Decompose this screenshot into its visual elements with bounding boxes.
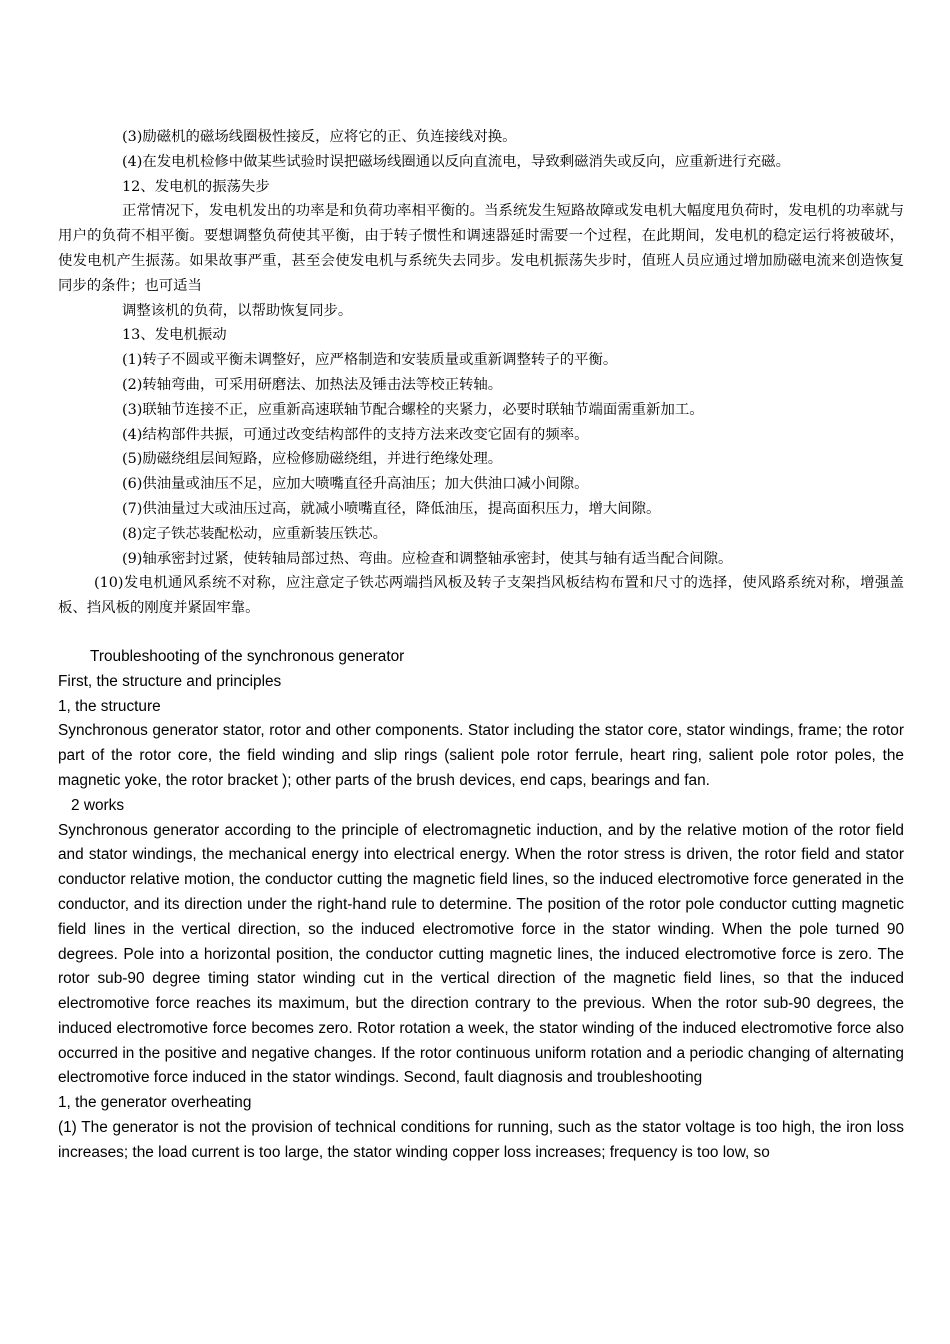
- en-subheading-works: 2 works: [71, 796, 125, 814]
- en-section-heading: First, the structure and principles: [58, 672, 282, 690]
- cn-list-item: (1)转子不圆或平衡未调整好，应严格制造和安装质量或重新调整转子的平衡。: [122, 352, 618, 369]
- document-page: [58, 125, 904, 1166]
- en-subheading-structure: 1, the structure: [58, 697, 161, 715]
- en-paragraph-overheating: (1) The generator is not the provision of technical conditions for running, such as the stator voltage is too high, the iron loss increases; the load current is too large, the stator winding copper loss increases; frequency is too low, so: [58, 1119, 904, 1161]
- en-subheading-overheating: 1, the generator overheating: [58, 1094, 252, 1112]
- cn-heading-12: 12、发电机的振荡失步: [122, 178, 270, 195]
- cn-paragraph-oscillation: 正常情况下，发电机发出的功率是和负荷功率相平衡的。当系统发生短路故障或发电机大幅度甩负荷时，发电机的功率就与用户的负荷不相平衡。要想调整负荷使其平衡，由于转子惯性和调速器延时需要一个过程，在此期间，发电机的稳定运行将被破坏，使发电机产生振荡。如果故事严重，甚至会使发电机与系统失去同步。发电机振荡失步时，值班人员应通过增加励磁电流来创造恢复同步的条件；也可适当: [58, 203, 904, 294]
- cn-list-item: (6)供油量或油压不足，应加大喷嘴直径升高油压；加大供油口减小间隙。: [122, 476, 589, 493]
- cn-list-item: (2)转轴弯曲，可采用研磨法、加热法及锤击法等校正转轴。: [122, 376, 503, 393]
- cn-list-item: (3)联轴节连接不正，应重新高速联轴节配合螺栓的夹紧力，必要时联轴节端面需重新加工。: [122, 401, 704, 418]
- en-paragraph-works: Synchronous generator according to the principle of electromagnetic induction, and by the relative motion of the rotor field and stator windings, the mechanical energy into electrical energy. When the rotor stress is driven, the rotor field and stator conductor relative motion, the conductor cutting the magnetic field lines, so the induced electromotive force generated in the conductor, and its direction under the right-hand rule to determine. The position of the rotor pole conductor cutting magnetic field lines in the vertical direction, so the induced electromotive force in the stator winding. When the pole turned 90 degrees. Pole into a horizontal position, the conductor cutting magnetic lines, the induced electromotive force is zero. The rotor sub-90 degree timing stator winding cut in the vertical direction of the magnetic field lines, so that the induced electromotive force reaches its maximum, but the direction contrary to the previous. When the rotor sub-90 degrees, the induced electromotive force becomes zero. Rotor rotation a week, the stator winding of the induced electromotive force also occurred in the positive and negative changes. If the rotor continuous uniform rotation and a periodic changing of alternating electromotive force induced in the stator windings. Second, fault diagnosis and troubleshooting: [58, 821, 904, 1087]
- en-paragraph-structure: Synchronous generator stator, rotor and other components. Stator including the stator core, stator windings, frame; the rotor part of the rotor core, the field winding and slip rings (salient pole rotor ferrule, heart ring, salient pole rotor poles, the magnetic yoke, the rotor bracket ); other parts of the brush devices, end caps, bearings and fan.: [58, 722, 904, 789]
- cn-list-item: (4)结构部件共振，可通过改变结构部件的支持方法来改变它固有的频率。: [122, 426, 589, 443]
- cn-heading-13: 13、发电机振动: [122, 327, 227, 344]
- cn-paragraph-3: (3)励磁机的磁场线圈极性接反，应将它的正、负连接线对换。: [122, 129, 517, 145]
- cn-paragraph-adjust-load: 调整该机的负荷，以帮助恢复同步。: [122, 302, 353, 319]
- cn-list-item-10: (10)发电机通风系统不对称，应注意定子铁芯两端挡风板及转子支架挡风板结构布置和尺寸的选择，使风路系统对称，增强盖板、挡风板的刚度并紧固牢靠。: [58, 575, 904, 617]
- cn-list-item: (7)供油量过大或油压过高，就减小喷嘴直径，降低油压，提高面积压力，增大间隙。: [122, 500, 661, 517]
- cn-list-item: (9)轴承密封过紧，使转轴局部过热、弯曲。应检查和调整轴承密封，使其与轴有适当配合间隙。: [122, 550, 733, 567]
- cn-list-item: (5)励磁绕组层间短路，应检修励磁绕组，并进行绝缘处理。: [122, 451, 503, 468]
- en-title: Troubleshooting of the synchronous generator: [90, 647, 405, 665]
- cn-paragraph-4: (4)在发电机检修中做某些试验时误把磁场线圈通以反向直流电，导致剩磁消失或反向，应重新进行充磁。: [122, 153, 790, 170]
- section-gap: [58, 621, 904, 645]
- cn-list-item: (8)定子铁芯装配松动，应重新装压铁芯。: [122, 525, 388, 542]
